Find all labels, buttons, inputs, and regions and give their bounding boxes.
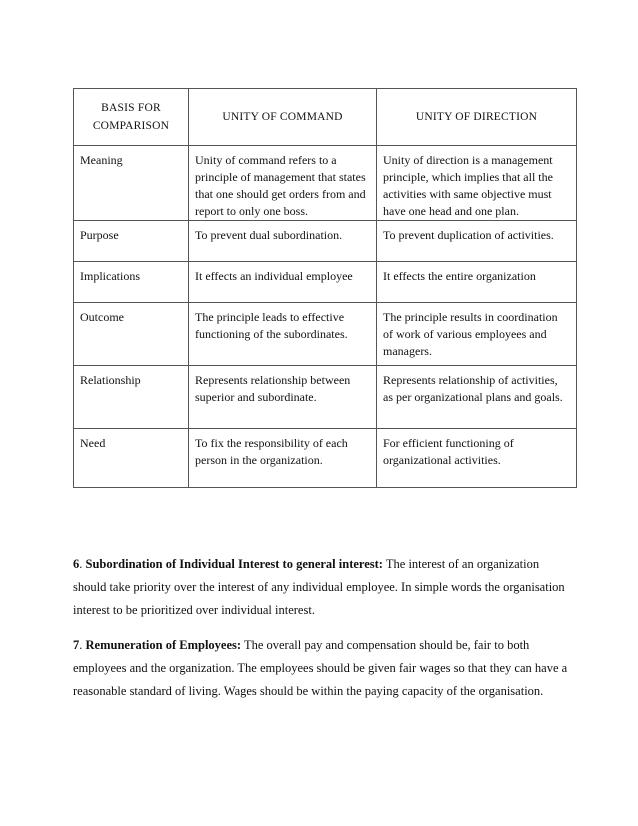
paragraph-heading: Subordination of Individual Interest to general interest: xyxy=(85,557,383,571)
row-basis: Meaning xyxy=(74,146,189,221)
row-direction: Represents relationship of activities, as per organizational plans and goals. xyxy=(377,366,577,429)
paragraph-body: The interest of an organization should take priority over the interest of any individual employee. In simple words the organisation interest to be prioritized over individual interest. xyxy=(73,557,565,617)
row-direction: The principle results in coordination of work of various employees and managers. xyxy=(377,303,577,366)
row-basis: Purpose xyxy=(74,221,189,262)
table-row xyxy=(74,262,577,303)
row-command: Represents relationship between superior and subordinate. xyxy=(189,366,377,429)
row-command: To prevent dual subordination. xyxy=(189,221,377,262)
paragraph-body: The overall pay and compensation should be, fair to both employees and the organization. The employees should be given fair wages so that they can have a reasonable standard of living. Wages should be within the paying capacity of the organisation. xyxy=(73,638,568,698)
table-row xyxy=(74,303,577,366)
row-direction: For efficient functioning of organizational activities. xyxy=(377,429,577,488)
row-direction: To prevent duplication of activities. xyxy=(377,221,577,262)
row-basis: Relationship xyxy=(74,366,189,429)
paragraph-heading: Remuneration of Employees: xyxy=(85,638,242,652)
paragraph-number: 6 xyxy=(73,557,80,571)
row-basis: Outcome xyxy=(74,303,189,366)
row-command: Unity of command refers to a principle of management that states that one should get orders from and report to only one boss. xyxy=(189,146,377,221)
row-direction: It effects the entire organization xyxy=(377,262,577,303)
row-basis: Implications xyxy=(74,262,189,303)
table-row xyxy=(74,221,577,262)
paragraph-subordination: 6. Subordination of Individual Interest to general interest: The interest of an organization should take priority over the interest of any individual employee. In simple words the organisation interest to be prioritized over individual interest. xyxy=(73,557,565,617)
row-basis: Need xyxy=(74,429,189,488)
table-row xyxy=(74,146,577,221)
paragraph-number: 7 xyxy=(73,638,80,652)
row-command: It effects an individual employee xyxy=(189,262,377,303)
header-unity-of-direction: UNITY OF DIRECTION xyxy=(377,89,577,146)
paragraph-remuneration: 7. Remuneration of Employees: The overall pay and compensation should be, fair to both employees and the organization. The employees should be given fair wages so that they can have a reasonable standard of living. Wages should be within the paying capacity of the organisation. xyxy=(73,638,568,698)
header-unity-of-command: UNITY OF COMMAND xyxy=(189,89,377,146)
row-direction: Unity of direction is a management principle, which implies that all the activities with same objective must have one head and one plan. xyxy=(377,146,577,221)
row-command: To fix the responsibility of each person in the organization. xyxy=(189,429,377,488)
comparison-table xyxy=(73,88,577,488)
table-row xyxy=(74,366,577,429)
header-basis: BASIS FOR COMPARISON xyxy=(74,89,189,146)
row-command: The principle leads to effective functioning of the subordinates. xyxy=(189,303,377,366)
table-header-row xyxy=(74,89,577,146)
table-row xyxy=(74,429,577,488)
